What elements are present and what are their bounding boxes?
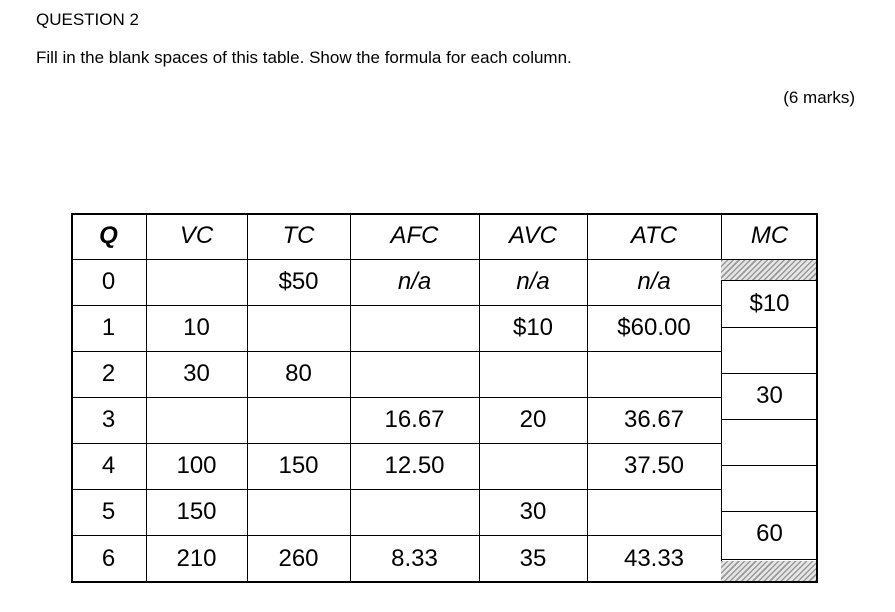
cell-afc: [350, 489, 479, 535]
cell-mc: [721, 419, 818, 465]
marks-label: (6 marks): [783, 88, 855, 107]
cell-tc: 260: [278, 545, 319, 572]
cell-atc: [587, 351, 721, 397]
header-avc: AVC: [508, 222, 558, 249]
cell-tc: [247, 397, 350, 443]
header-vc: VC: [179, 222, 214, 249]
cost-table: [71, 213, 818, 583]
cell-avc: 20: [519, 406, 547, 433]
mc-divider: [721, 559, 818, 560]
question-title: QUESTION 2: [36, 10, 139, 29]
question-instruction: Fill in the blank spaces of this table. Show the formula for each column.: [36, 48, 572, 67]
cell-atc: 37.50: [623, 452, 685, 479]
cell-avc: 35: [519, 545, 547, 572]
cell-mc: [721, 327, 818, 373]
cell-afc: n/a: [397, 268, 432, 295]
cell-tc: $50: [278, 268, 319, 295]
cell-afc: 12.50: [384, 452, 445, 479]
header-atc: ATC: [630, 222, 678, 249]
cell-tc: 150: [278, 452, 319, 479]
cell-q: 2: [101, 360, 116, 387]
cell-vc: 30: [183, 360, 210, 387]
cell-avc: $10: [512, 314, 554, 341]
cell-vc: [146, 259, 247, 305]
header-q: Q: [99, 222, 118, 249]
cell-mc: $10: [749, 290, 790, 317]
cell-afc: 16.67: [384, 406, 445, 433]
cell-q: 1: [101, 314, 116, 341]
hatched-cell: [721, 561, 816, 581]
cell-atc: n/a: [637, 268, 671, 295]
cell-vc: 10: [183, 314, 210, 341]
cell-afc: [350, 351, 479, 397]
header-mc: MC: [750, 222, 789, 249]
hatched-cell: [721, 260, 816, 280]
cell-tc: [247, 305, 350, 351]
cell-mc: 30: [756, 382, 783, 409]
cell-mc: 60: [756, 520, 783, 547]
header-tc: TC: [282, 222, 315, 249]
cell-avc: n/a: [516, 268, 550, 295]
cell-afc: 8.33: [391, 545, 438, 572]
cell-q: 3: [101, 406, 116, 433]
cell-vc: 150: [176, 498, 217, 525]
cell-avc: [479, 351, 587, 397]
cell-atc: $60.00: [617, 314, 691, 341]
cell-vc: [146, 397, 247, 443]
header-afc: AFC: [390, 222, 439, 249]
cell-avc: 30: [519, 498, 547, 525]
cell-atc: 43.33: [623, 545, 685, 572]
cell-vc: 210: [176, 545, 217, 572]
cell-q: 4: [101, 452, 116, 479]
cell-q: 6: [101, 545, 116, 572]
cell-avc: [479, 443, 587, 489]
cell-vc: 100: [176, 452, 217, 479]
cell-mc: [721, 465, 818, 511]
cell-atc: [587, 489, 721, 535]
cell-afc: [350, 305, 479, 351]
cell-q: 5: [101, 498, 116, 525]
cell-atc: 36.67: [623, 406, 685, 433]
cell-tc: [247, 489, 350, 535]
cell-q: 0: [101, 268, 116, 295]
cell-tc: 80: [285, 360, 312, 387]
